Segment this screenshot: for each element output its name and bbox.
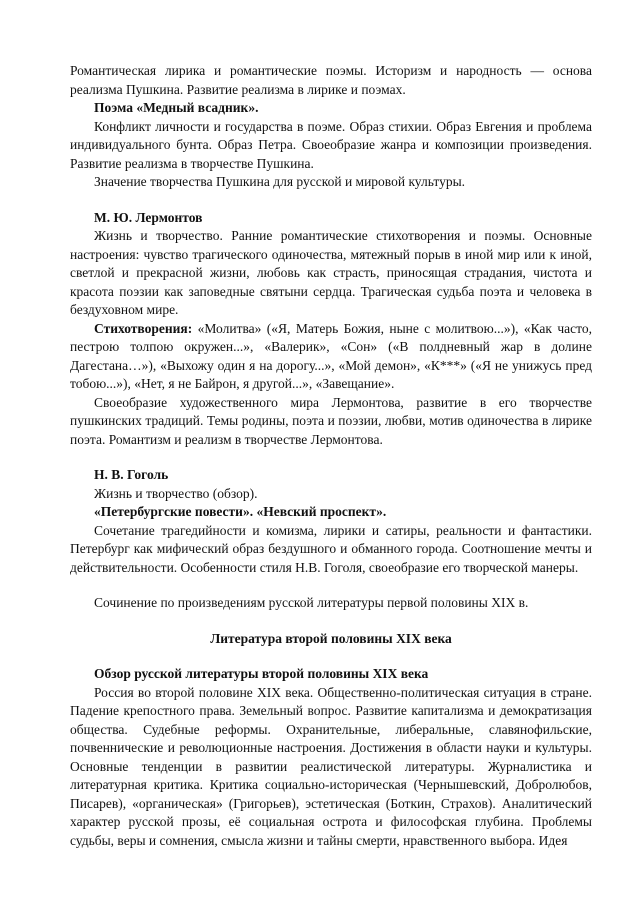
paragraph-gogol-life: Жизнь и творчество (обзор).	[94, 485, 258, 501]
paragraph-lermontov-originality: Своеобразие художественного мира Лермонтова, развитие в его творчестве пушкинских традиций. Темы родины, поэта и поэзии, любви, мотив одиночества в лирике поэта. Романтизм и реализм в творчестве Лермонтова.	[70, 394, 592, 447]
heading-gogol: Н. В. Гоголь	[94, 467, 169, 482]
poems-label: Стихотворения:	[94, 320, 193, 336]
heading-lermontov: М. Ю. Лермонтов	[94, 209, 203, 225]
section-title: Литература второй половины XIX века	[210, 630, 452, 646]
paragraph-lermontov-life: Жизнь и творчество. Ранние романтические стихотворения и поэмы. Основные настроения: чувство трагического одиночества, мятежный порыв в иной мир или к иной, светлой и прекрасной жизни, любовь как страсть, приносящая страдания, чистота и красота поэзии как заповедные святыни сердца. Трагическая судьба поэта и человека в бездуховном мире.	[70, 228, 592, 317]
spacer	[70, 192, 592, 209]
heading-bronze-horseman: Поэма «Медный всадник».	[94, 100, 259, 115]
paragraph-overview: Россия во второй половине XIX века. Общественно-политическая ситуация в стране. Падение крепостного права. Земельный вопрос. Развитие капитализма и демократизация общества. Судебные реформы. Охранительные, либеральные, славянофильские, почвеннические и революционные настроения. Достижения в области науки и культуры. Основные тенденции в развитии реалистической литературы. Журналистика и литературная критика. Критика социально-историческая (Чернышевский, Добролюбов, Писарев), «органическая» (Григорьев), эстетическая (Боткин, Страхов). Аналитический характер русской прозы, её социальная острота и философская глубина. Проблемы судьбы, веры и сомнения, смысла жизни и тайны смерти, нравственного выбора. Идея	[70, 684, 592, 848]
paragraph-essay: Сочинение по произведениям русской литературы первой половины XIX в.	[94, 595, 529, 610]
paragraph-conflict: Конфликт личности и государства в поэме. Образ стихии. Образ Евгения и проблема индивидуального бунта. Образ Петра. Своеобразие жанра и композиции произведения. Развитие реализма в творчестве Пушкина.	[70, 118, 592, 171]
heading-overview: Обзор русской литературы второй половины XIX века	[94, 666, 429, 681]
paragraph-pushkin-significance: Значение творчества Пушкина для русской и мировой культуры.	[94, 174, 466, 189]
spacer	[70, 648, 592, 665]
spacer	[70, 449, 592, 466]
heading-petersburg-tales: «Петербургские повести». «Невский проспект».	[94, 504, 387, 519]
paragraph-gogol-style: Сочетание трагедийности и комизма, лирики и сатиры, реальности и фантастики. Петербург как мифический образ бездушного и обманного города. Соотношение мечты и действительности. Особенности стиля Н.В. Гоголя, своеобразие его творческой манеры.	[70, 522, 592, 575]
spacer	[70, 613, 592, 630]
paragraph-lermontov-poems	[70, 320, 592, 394]
spacer	[70, 577, 592, 594]
paragraph-romantic-lyric: Романтическая лирика и романтические поэмы. Историзм и народность — основа реализма Пушкина. Развитие реализма в лирике и поэмах.	[70, 63, 592, 97]
poems-list: «Молитва» («Я, Матерь Божия, ныне с молитвою...»), «Как часто, пестрою толпою окружен...», «Валерик», «Сон» («В полдневный жар в долине Дагестана…»), «Выхожу один я на дорогу...», «Мой демон», «К***» («Я не унижусь пред тобою...»), «Нет, я не Байрон, я другой...», «Завещание».	[70, 320, 592, 391]
